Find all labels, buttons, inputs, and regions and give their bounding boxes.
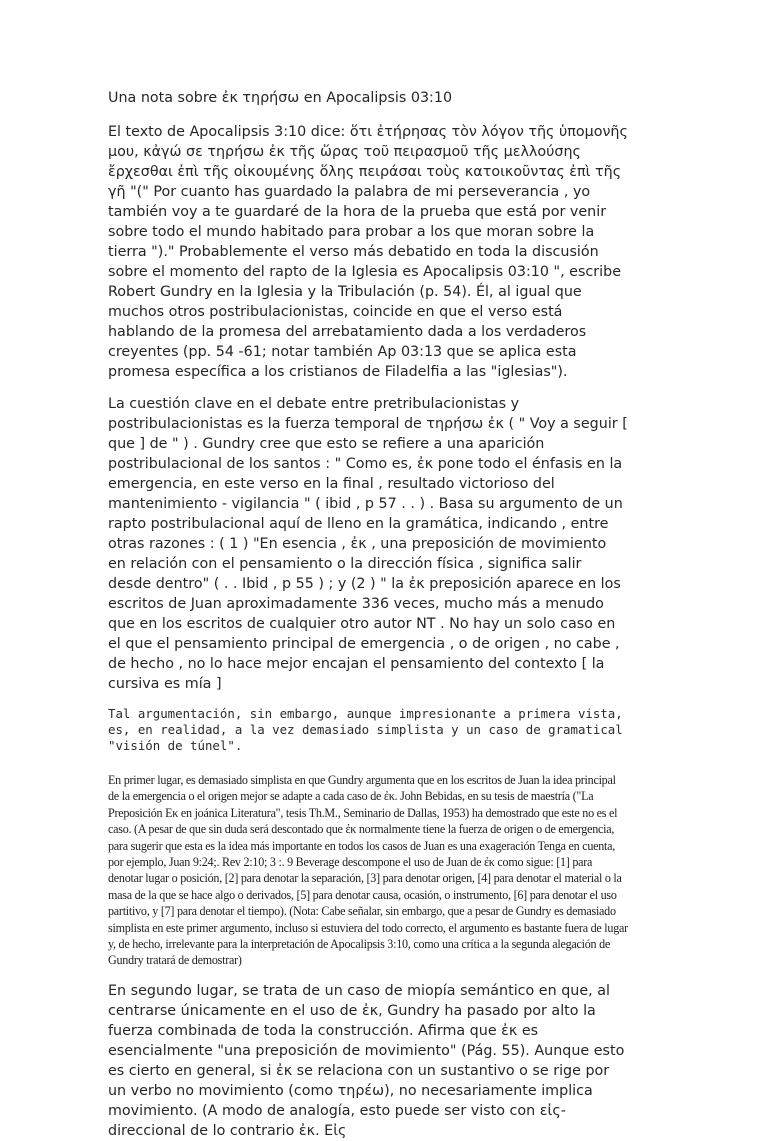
paragraph-argument-critique: Tal argumentación, sin embargo, aunque impresionante a primera vista, es, en realidad, a la vez demasiado simplista y un caso de gramatical "visión de túnel". <box>108 706 623 753</box>
document-title: Una nota sobre ἐκ τηρήσω en Apocalipsis 03:10 <box>108 90 453 106</box>
paragraph-key-question: La cuestión clave en el debate entre pretribulacionistas y postribulacionistas es la fuerza temporal de τηρήσω ἐκ ( " Voy a seguir [ que ] de " ) . Gundry cree que esto se refiere a una aparición postribulacional de los santos : " Como es, ἐκ pone todo el énfasis en la emergencia, en este verso en la final , resultado victorioso del mantenimiento - vigilancia " ( ibid , p 57 . . ) . Basa su argumento de un rapto postribulacional aquí de lleno en la gramática, indicando , entre otras razones : ( 1 ) "En esencia , ἐκ , una preposición de movimiento en relación con el pensamiento o la dirección física , significa salir desde dentro" ( . . Ibid , p 55 ) ; y (2 ) " la ἐκ preposición aparece en los escritos de Juan aproximadamente 336 veces, mucho más a menudo que en los escritos de cualquier otro autor NT . No hay un solo caso en el que el pensamiento principal de emergencia , o de origen , no cabe , de hecho , no lo hace mejor encajan el pensamiento del contexto [ la cursiva es mía ] <box>108 396 628 692</box>
paragraph-second-point: En segundo lugar, se trata de un caso de miopía semántico en que, al centrarse únicamente en el uso de ἐκ, Gundry ha pasado por alto la fuerza combinada de toda la construcción. Afirma que ἐκ es esencialmente "una preposición de movimiento" (Pág. 55). Aunque esto es cierto en general, si ἐκ se relaciona con un sustantivo o se rige por un verbo no movimiento (como τηρέω), no necesariamente implica movimiento. (A modo de analogía, esto puede ser visto con εἰς-direccional de lo contrario ἐκ. Εἰς <box>108 982 625 1139</box>
paragraph-first-point: En primer lugar, es demasiado simplista en que Gundry argumenta que en los escritos de Juan la idea principal de la emergencia o el origen mejor se adapte a cada caso de ἐκ. John Bebidas, en su tesis de maestría ("La Preposición Eκ en joánica Literatura", tesis Th.M., Seminario de Dallas, 1953) ha demostrado que este no es el caso. (A pesar de que sin duda será descontado que ἐκ normalmente tiene la fuerza de origen o de emergencia, para sugerir que esta es la idea más importante en todos los casos de Juan es una exageración Tenga en cuenta, por ejemplo, Juan 9:24;. Rev 2:10; 3 :. 9 Beverage descompone el uso de Juan de ἐκ como sigue: [1] para denotar lugar o posición, [2] para denotar la separación, [3] para denotar origen, [4] para denotar el material o la masa de la que se hace algo o derivados, [5] para denotar causa, ocasión, o instrumento, [6] para denotar el uso partitivo, y [7] para denotar el tiempo). (Nota: Cabe señalar, sin embargo, que a pesar de Gundry es demasiado simplista en este primer argumento, incluso si estuviera del todo correcto, el argumento es bastante fuera de lugar y, de hecho, irrelevante para la interpretación de Apocalipsis 3:10, como una crítica a la segunda alegación de Gundry tratará de demostrar) <box>108 773 628 968</box>
paragraph-intro: El texto de Apocalipsis 3:10 dice: ὅτι ἐτήρησας τὸν λόγον τῆς ὑπομονῆς μου, κἀγώ σε τηρήσω ἐκ τῆς ὥρας τοῦ πειρασμοῦ τῆς μελλούσης ἔρχεσθαι ἐπὶ τῆς οἰκουμένης ὅλης πειράσαι τοὺς κατοικοῦντας ἐπὶ τῆς γῆ "(" Por cuanto has guardado la palabra de mi perseverancia , yo también voy a te guardaré de la hora de la prueba que está por venir sobre todo el mundo habitado para probar a los que moran sobre la tierra ")." Probablemente el verso más debatido en toda la discusión sobre el momento del rapto de la Iglesia es Apocalipsis 03:10 ", escribe Robert Gundry en la Iglesia y la Tribulación (p. 54). Él, al igual que muchos otros postribulacionistas, coincide en que el verso está hablando de la promesa del arrebatamiento dada a los verdaderos creyentes (pp. 54 -61; notar también Ap 03:13 que se aplica esta promesa específica a los cristianos de Filadelfia a las "iglesias"). <box>108 124 628 380</box>
